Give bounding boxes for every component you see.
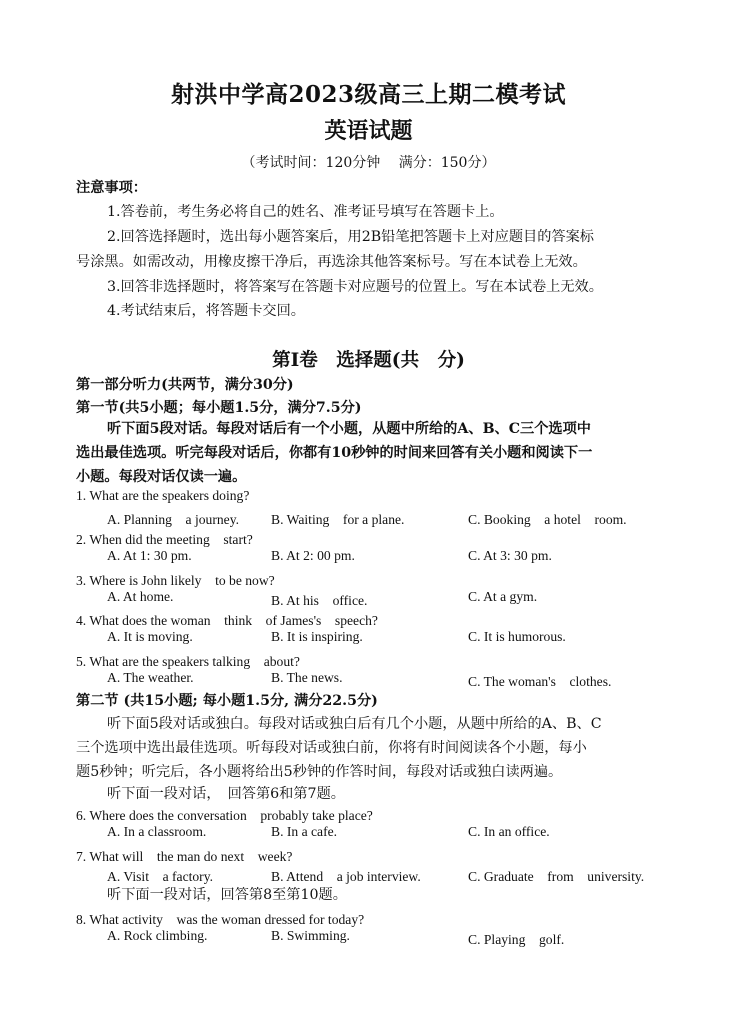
dialog-instruction: 听下面一段对话， 回答第6和第7题。 bbox=[107, 786, 345, 802]
option-b: B. Swimming. bbox=[271, 928, 350, 943]
notice-item: 1.答卷前，考生务必将自己的姓名、准考证号填写在答题卡上。 bbox=[107, 204, 504, 220]
notice-heading: 注意事项： bbox=[76, 180, 147, 196]
section2-heading: 第二节 (共15小题; 每小题1.5分, 满分22.5分) bbox=[76, 693, 378, 709]
section2-instruction: 听下面5段对话或独白。每段对话或独白后有几个小题，从题中所给的A、B、C bbox=[107, 716, 602, 732]
section1-heading: 第一节(共5小题；每小题1.5分，满分7.5分) bbox=[76, 400, 362, 416]
dialog-instruction: 听下面一段对话，回答第8至第10题。 bbox=[107, 887, 347, 903]
option-a: A. Visit a factory. bbox=[107, 869, 214, 884]
exam-meta: （考试时间：120分钟 满分：150分） bbox=[241, 155, 496, 171]
notice-item: 号涂黑。如需改动，用橡皮擦干净后，再选涂其他答案标号。写在本试卷上无效。 bbox=[76, 254, 587, 270]
section1-instruction: 小题。每段对话仅读一遍。 bbox=[76, 469, 247, 485]
option-a: A. In a classroom. bbox=[107, 824, 207, 839]
option-a: A. Rock climbing. bbox=[107, 928, 208, 943]
option-b: B. The news. bbox=[271, 670, 343, 685]
option-b: B. At 2: 00 pm. bbox=[271, 548, 355, 563]
notice-item: 3.回答非选择题时，将答案写在答题卡对应题号的位置上。写在本试卷上无效。 bbox=[107, 279, 603, 295]
option-c: C. Booking a hotel room. bbox=[468, 512, 627, 527]
option-c: C. Playing golf. bbox=[468, 932, 565, 947]
option-a: A. The weather. bbox=[107, 670, 194, 685]
question-text: 6. Where does the conversation probably take place? bbox=[76, 808, 373, 823]
option-c: C. In an office. bbox=[468, 824, 550, 839]
question-text: 7. What will the man do next week? bbox=[76, 849, 293, 864]
section-heading: 第一部分听力(共两节，满分30分) bbox=[76, 377, 294, 393]
option-c: C. The woman's clothes. bbox=[468, 674, 612, 689]
option-b: B. It is inspiring. bbox=[271, 629, 363, 644]
option-b: B. In a cafe. bbox=[271, 824, 338, 839]
notice-item: 4.考试结束后，将答题卡交回。 bbox=[107, 303, 305, 319]
option-b: B. At his office. bbox=[271, 593, 368, 608]
question-text: 1. What are the speakers doing? bbox=[76, 488, 250, 503]
question-text: 3. Where is John likely to be now? bbox=[76, 573, 275, 588]
option-b: B. Attend a job interview. bbox=[271, 869, 421, 884]
section2-instruction: 题5秒钟；听完后，各小题将给出5秒钟的作答时间，每段对话或独白读两遍。 bbox=[76, 764, 563, 780]
option-a: A. At 1: 30 pm. bbox=[107, 548, 192, 563]
option-b: B. Waiting for a plane. bbox=[271, 512, 405, 527]
section1-instruction: 听下面5段对话。每段对话后有一个小题，从题中所给的A、B、C三个选项中 bbox=[107, 421, 591, 437]
part-title: 第I卷 选择题(共 分) bbox=[272, 350, 465, 371]
option-c: C. It is humorous. bbox=[468, 629, 566, 644]
option-c: C. At 3: 30 pm. bbox=[468, 548, 552, 563]
option-a: A. Planning a journey. bbox=[107, 512, 240, 527]
question-text: 5. What are the speakers talking about? bbox=[76, 654, 300, 669]
option-c: C. Graduate from university. bbox=[468, 869, 645, 884]
question-text: 8. What activity was the woman dressed for today? bbox=[76, 912, 365, 927]
question-text: 4. What does the woman think of James's speech? bbox=[76, 613, 378, 628]
exam-subtitle: 英语试题 bbox=[324, 118, 413, 144]
option-c: C. At a gym. bbox=[468, 589, 538, 604]
notice-item: 2.回答选择题时，选出每小题答案后，用2B铅笔把答题卡上对应题目的答案标 bbox=[107, 229, 594, 245]
exam-title: 射洪中学高2023级高三上期二模考试 bbox=[170, 81, 566, 108]
section2-instruction: 三个选项中选出最佳选项。听每段对话或独白前，你将有时间阅读各个小题，每小 bbox=[76, 740, 587, 756]
section1-instruction: 选出最佳选项。听完每段对话后，你都有10秒钟的时间来回答有关小题和阅读下一 bbox=[76, 445, 593, 461]
option-a: A. At home. bbox=[107, 589, 174, 604]
option-a: A. It is moving. bbox=[107, 629, 193, 644]
question-text: 2. When did the meeting start? bbox=[76, 532, 253, 547]
